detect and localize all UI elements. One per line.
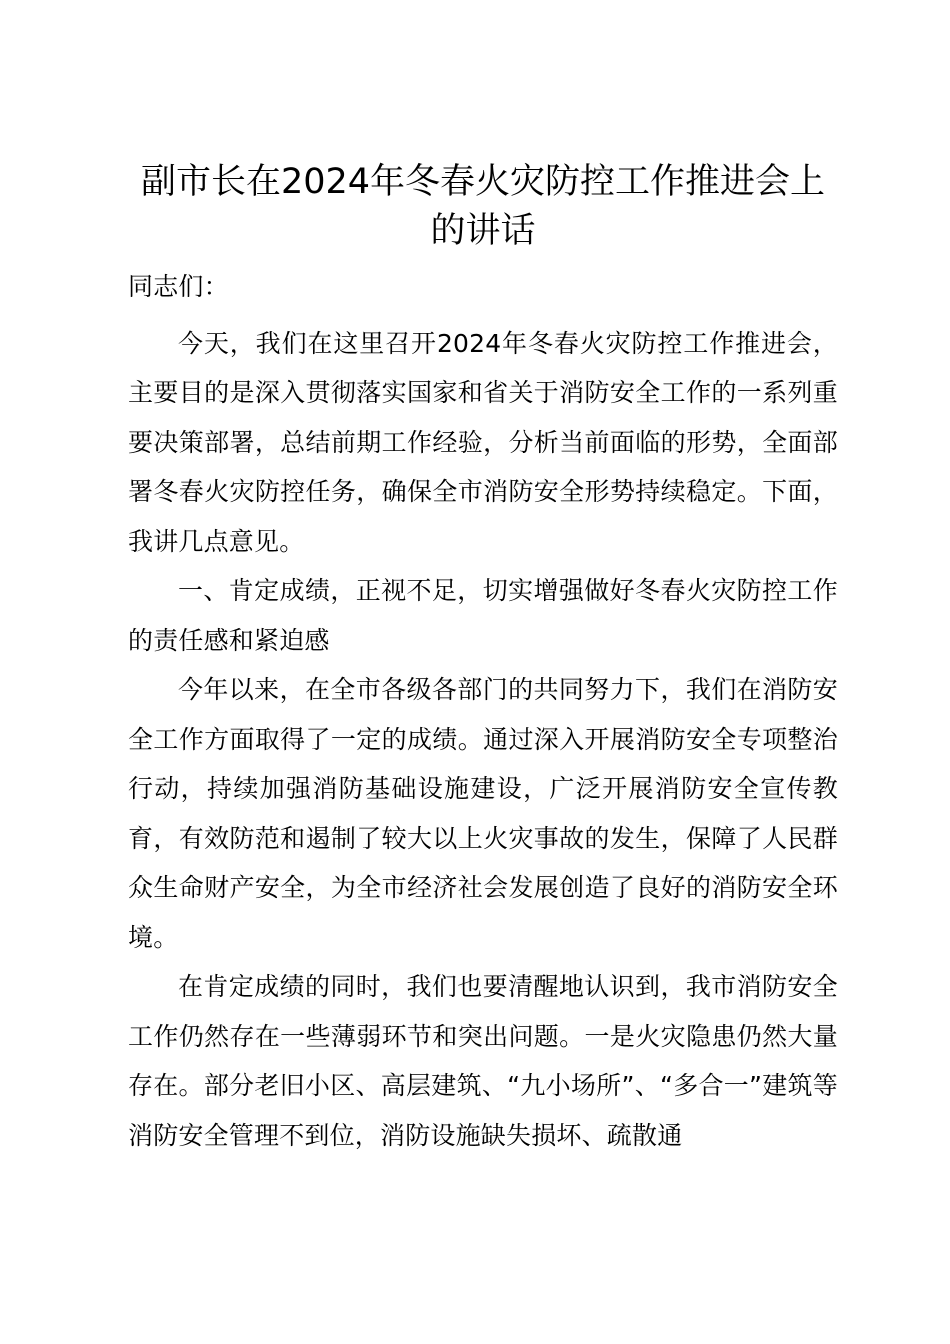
section-heading-1: 一、肯定成绩，正视不足，切实增强做好冬春火灾防控工作的责任感和紧迫感 <box>128 576 838 655</box>
paragraph-intro: 今天，我们在这里召开2024年冬春火灾防控工作推进会，主要目的是深入贯彻落实国家和省关于消防安全工作的一系列重要决策部署，总结前期工作经验，分析当前面临的形势，全面部署冬春火灾防控任务，确保全市消防安全形势持续稳定。下面，我讲几点意见。 <box>128 328 838 556</box>
document-title: 副市长在2024年冬春火灾防控工作推进会上的讲话 <box>140 162 826 251</box>
document-body <box>128 158 838 1160</box>
salutation: 同志们： <box>128 272 229 301</box>
paragraph-achievements: 今年以来，在全市各级各部门的共同努力下，我们在消防安全工作方面取得了一定的成绩。通过深入开展消防安全专项整治行动，持续加强消防基础设施建设，广泛开展消防安全宣传教育，有效防范和遏制了较大以上火灾事故的发生，保障了人民群众生命财产安全，为全市经济社会发展创造了良好的消防安全环境。 <box>128 675 838 952</box>
paragraph-problems: 在肯定成绩的同时，我们也要清醒地认识到，我市消防安全工作仍然存在一些薄弱环节和突出问题。一是火灾隐患仍然大量存在。部分老旧小区、高层建筑、“九小场所”、“多合一”建筑等消防安全管理不到位，消防设施缺失损坏、疏散通 <box>128 972 838 1150</box>
